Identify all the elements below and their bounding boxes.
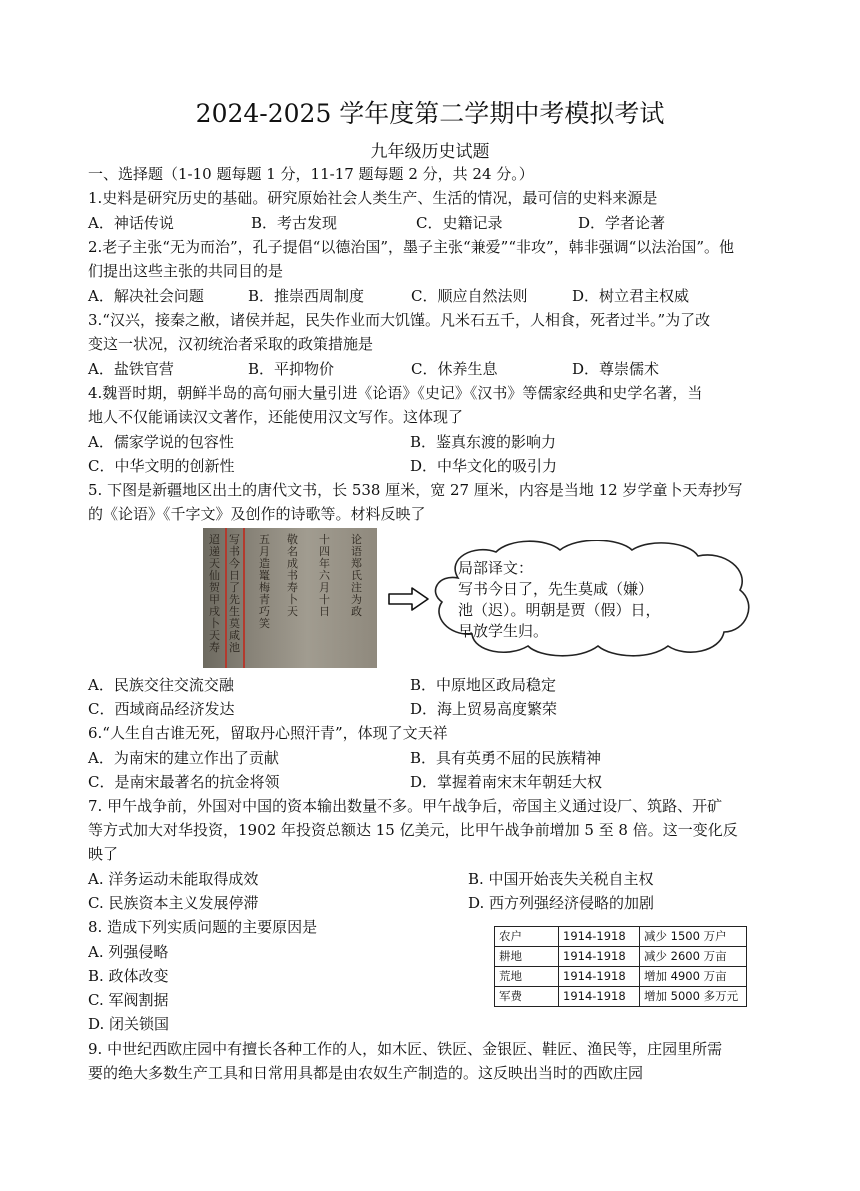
q5-stem-line-2: 的《论语》《千字文》及创作的诗歌等。材料反映了: [88, 505, 426, 523]
manuscript-column: 五月造鼍梅青巧笑: [259, 533, 270, 630]
tang-manuscript-photo: [203, 528, 377, 668]
q6-option-b[interactable]: B．具有英勇不屈的民族精神: [410, 749, 602, 767]
q3-stem-line-1: 3.“汉兴，接秦之敝，诸侯并起，民失作业而大饥馑。凡米石五千，人相食，死者过半。”为了改: [88, 311, 711, 329]
manuscript-red-line: [243, 528, 245, 668]
q1-option-a[interactable]: A．神话传说: [88, 214, 174, 232]
q7-stem-line-1: 7. 甲午战争前，外国对中国的资本输出数量不多。甲午战争后，帝国主义通过设厂、筑路、开矿: [88, 797, 723, 815]
q9-stem-line-1: 9. 中世纪西欧庄园中有擅长各种工作的人，如木匠、铁匠、金银匠、鞋匠、渔民等，庄园里所需: [88, 1040, 723, 1058]
manuscript-column: 敬名成书寿卜天: [287, 533, 298, 618]
translation-line: 池（迟）。明朝是贾（假）日，: [458, 601, 661, 619]
table-cell: 荒地: [495, 967, 559, 987]
q7-stem-line-2: 等方式加大对华投资，1902 年投资总额达 15 亿美元，比甲午战争前增加 5 至 8 倍。这一变化反: [88, 821, 738, 839]
q1-option-d[interactable]: D．学者论著: [578, 214, 666, 232]
q6-option-a[interactable]: A．为南宋的建立作出了贡献: [88, 749, 279, 767]
table-cell: 减少 2600 万亩: [640, 947, 747, 967]
manuscript-column: 写书今日了先生莫咸池: [229, 533, 240, 654]
table-cell: 农户: [495, 927, 559, 947]
q8-stem: 8. 造成下列实质问题的主要原因是: [88, 918, 318, 936]
q3-stem-line-2: 变这一状况，汉初统治者采取的政策措施是: [88, 335, 374, 353]
q4-option-d[interactable]: D．中华文化的吸引力: [410, 457, 558, 475]
q6-option-c[interactable]: C．是南宋最著名的抗金将领: [88, 773, 280, 791]
table-cell: 增加 4900 万亩: [640, 967, 747, 987]
table-cell: 1914-1918: [559, 927, 640, 947]
section-heading: 一、选择题（1-10 题每题 1 分，11-17 题每题 2 分，共 24 分。）: [88, 165, 534, 183]
q6-option-d[interactable]: D．掌握着南宋末年朝廷大权: [410, 773, 603, 791]
table-cell: 军费: [495, 987, 559, 1007]
q1-option-c[interactable]: C．史籍记录: [416, 214, 503, 232]
q5-options-row-2: [88, 697, 800, 721]
q6-stem: 6.“人生自古谁无死，留取丹心照汗青”，体现了文天祥: [88, 724, 448, 742]
q8-data-table: [494, 926, 747, 1007]
manuscript-column: 迢递天仙贺甲戌卜天寿: [209, 533, 220, 654]
q3-option-a[interactable]: A．盐铁官营: [88, 360, 174, 378]
q3-options: [88, 357, 800, 381]
q3-option-b[interactable]: B．平抑物价: [248, 360, 335, 378]
q3-option-c[interactable]: C．休养生息: [411, 360, 498, 378]
table-cell: 1914-1918: [559, 987, 640, 1007]
q8-option-d[interactable]: D. 闭关锁国: [88, 1015, 170, 1033]
q5-option-c[interactable]: C．西域商品经济发达: [88, 700, 235, 718]
q2-options: [88, 284, 800, 308]
manuscript-red-line: [225, 528, 227, 668]
page-subtitle: 九年级历史试题: [370, 142, 490, 162]
q5-option-a[interactable]: A．民族交往交流交融: [88, 676, 234, 694]
q5-stem-line-1: 5. 下图是新疆地区出土的唐代文书，长 538 厘米，宽 27 厘米，内容是当地 12 岁学童卜天寿抄写: [88, 481, 743, 499]
table-cell: 耕地: [495, 947, 559, 967]
q4-option-b[interactable]: B．鉴真东渡的影响力: [410, 433, 557, 451]
q4-option-c[interactable]: C．中华文明的创新性: [88, 457, 235, 475]
q4-options-row-1: [88, 430, 800, 454]
q2-stem-line-1: 2.老子主张“无为而治”，孔子提倡“以德治国”，墨子主张“兼爱”“非攻”，韩非强调“以法治国”。他: [88, 238, 735, 256]
q7-option-c[interactable]: C. 民族资本主义发展停滞: [88, 894, 259, 912]
q6-options-row-1: [88, 746, 800, 770]
q4-stem-line-1: 4.魏晋时期，朝鲜半岛的高句丽大量引进《论语》《史记》《汉书》等儒家经典和史学名著，当: [88, 384, 703, 402]
q2-option-a[interactable]: A．解决社会问题: [88, 287, 204, 305]
q7-option-b[interactable]: B. 中国开始丧失关税自主权: [468, 870, 654, 888]
q6-options-row-2: [88, 770, 800, 794]
q5-options-row-1: [88, 673, 800, 697]
q7-options-row-1: [88, 867, 800, 891]
q8-option-c[interactable]: C. 军阀割据: [88, 991, 169, 1009]
q4-option-a[interactable]: A．儒家学说的包容性: [88, 433, 234, 451]
q5-option-d[interactable]: D．海上贸易高度繁荣: [410, 700, 558, 718]
translation-line: 写书今日了，先生莫咸（嫌）: [458, 580, 654, 598]
translation-title: 局部译文：: [458, 559, 534, 577]
q4-options-row-2: [88, 454, 800, 478]
q8-option-b[interactable]: B. 政体改变: [88, 967, 169, 985]
q1-stem: 1.史料是研究历史的基础。研究原始社会人类生产、生活的情况，最可信的史料来源是: [88, 189, 658, 207]
table-cell: 1914-1918: [559, 947, 640, 967]
table-cell: 增加 5000 多万元: [640, 987, 747, 1007]
q7-option-d[interactable]: D. 西方列强经济侵略的加剧: [468, 894, 655, 912]
q7-option-a[interactable]: A. 洋务运动未能取得成效: [88, 870, 259, 888]
q2-option-b[interactable]: B．推崇西周制度: [248, 287, 365, 305]
q2-option-d[interactable]: D．树立君主权威: [572, 287, 690, 305]
q3-option-d[interactable]: D．尊崇儒术: [572, 360, 660, 378]
right-arrow-icon: [388, 586, 430, 612]
table-row: [495, 987, 747, 1007]
q2-stem-line-2: 们提出这些主张的共同目的是: [88, 262, 284, 280]
table-cell: 1914-1918: [559, 967, 640, 987]
table-row: [495, 927, 747, 947]
table-cell: 减少 1500 万户: [640, 927, 747, 947]
table-row: [495, 947, 747, 967]
translation-line: 早放学生归。: [458, 622, 549, 640]
q7-stem-line-3: 映了: [88, 845, 119, 863]
manuscript-column: 论语郑氏注为政: [351, 533, 362, 618]
q8-option-a[interactable]: A. 列强侵略: [88, 943, 169, 961]
q2-option-c[interactable]: C．顺应自然法则: [411, 287, 528, 305]
q9-stem-line-2: 要的绝大多数生产工具和日常用具都是由农奴生产制造的。这反映出当时的西欧庄园: [88, 1064, 644, 1082]
manuscript-column: 十四年六月十日: [319, 533, 330, 618]
q7-options-row-2: [88, 891, 800, 915]
q1-option-b[interactable]: B．考古发现: [251, 214, 338, 232]
q4-stem-line-2: 地人不仅能诵读汉文著作，还能使用汉文写作。这体现了: [88, 408, 464, 426]
page-title: 2024-2025 学年度第二学期中考模拟考试: [195, 99, 665, 128]
table-row: [495, 967, 747, 987]
q1-options: [88, 211, 800, 235]
translation-text: [458, 558, 718, 642]
q5-option-b[interactable]: B．中原地区政局稳定: [410, 676, 557, 694]
